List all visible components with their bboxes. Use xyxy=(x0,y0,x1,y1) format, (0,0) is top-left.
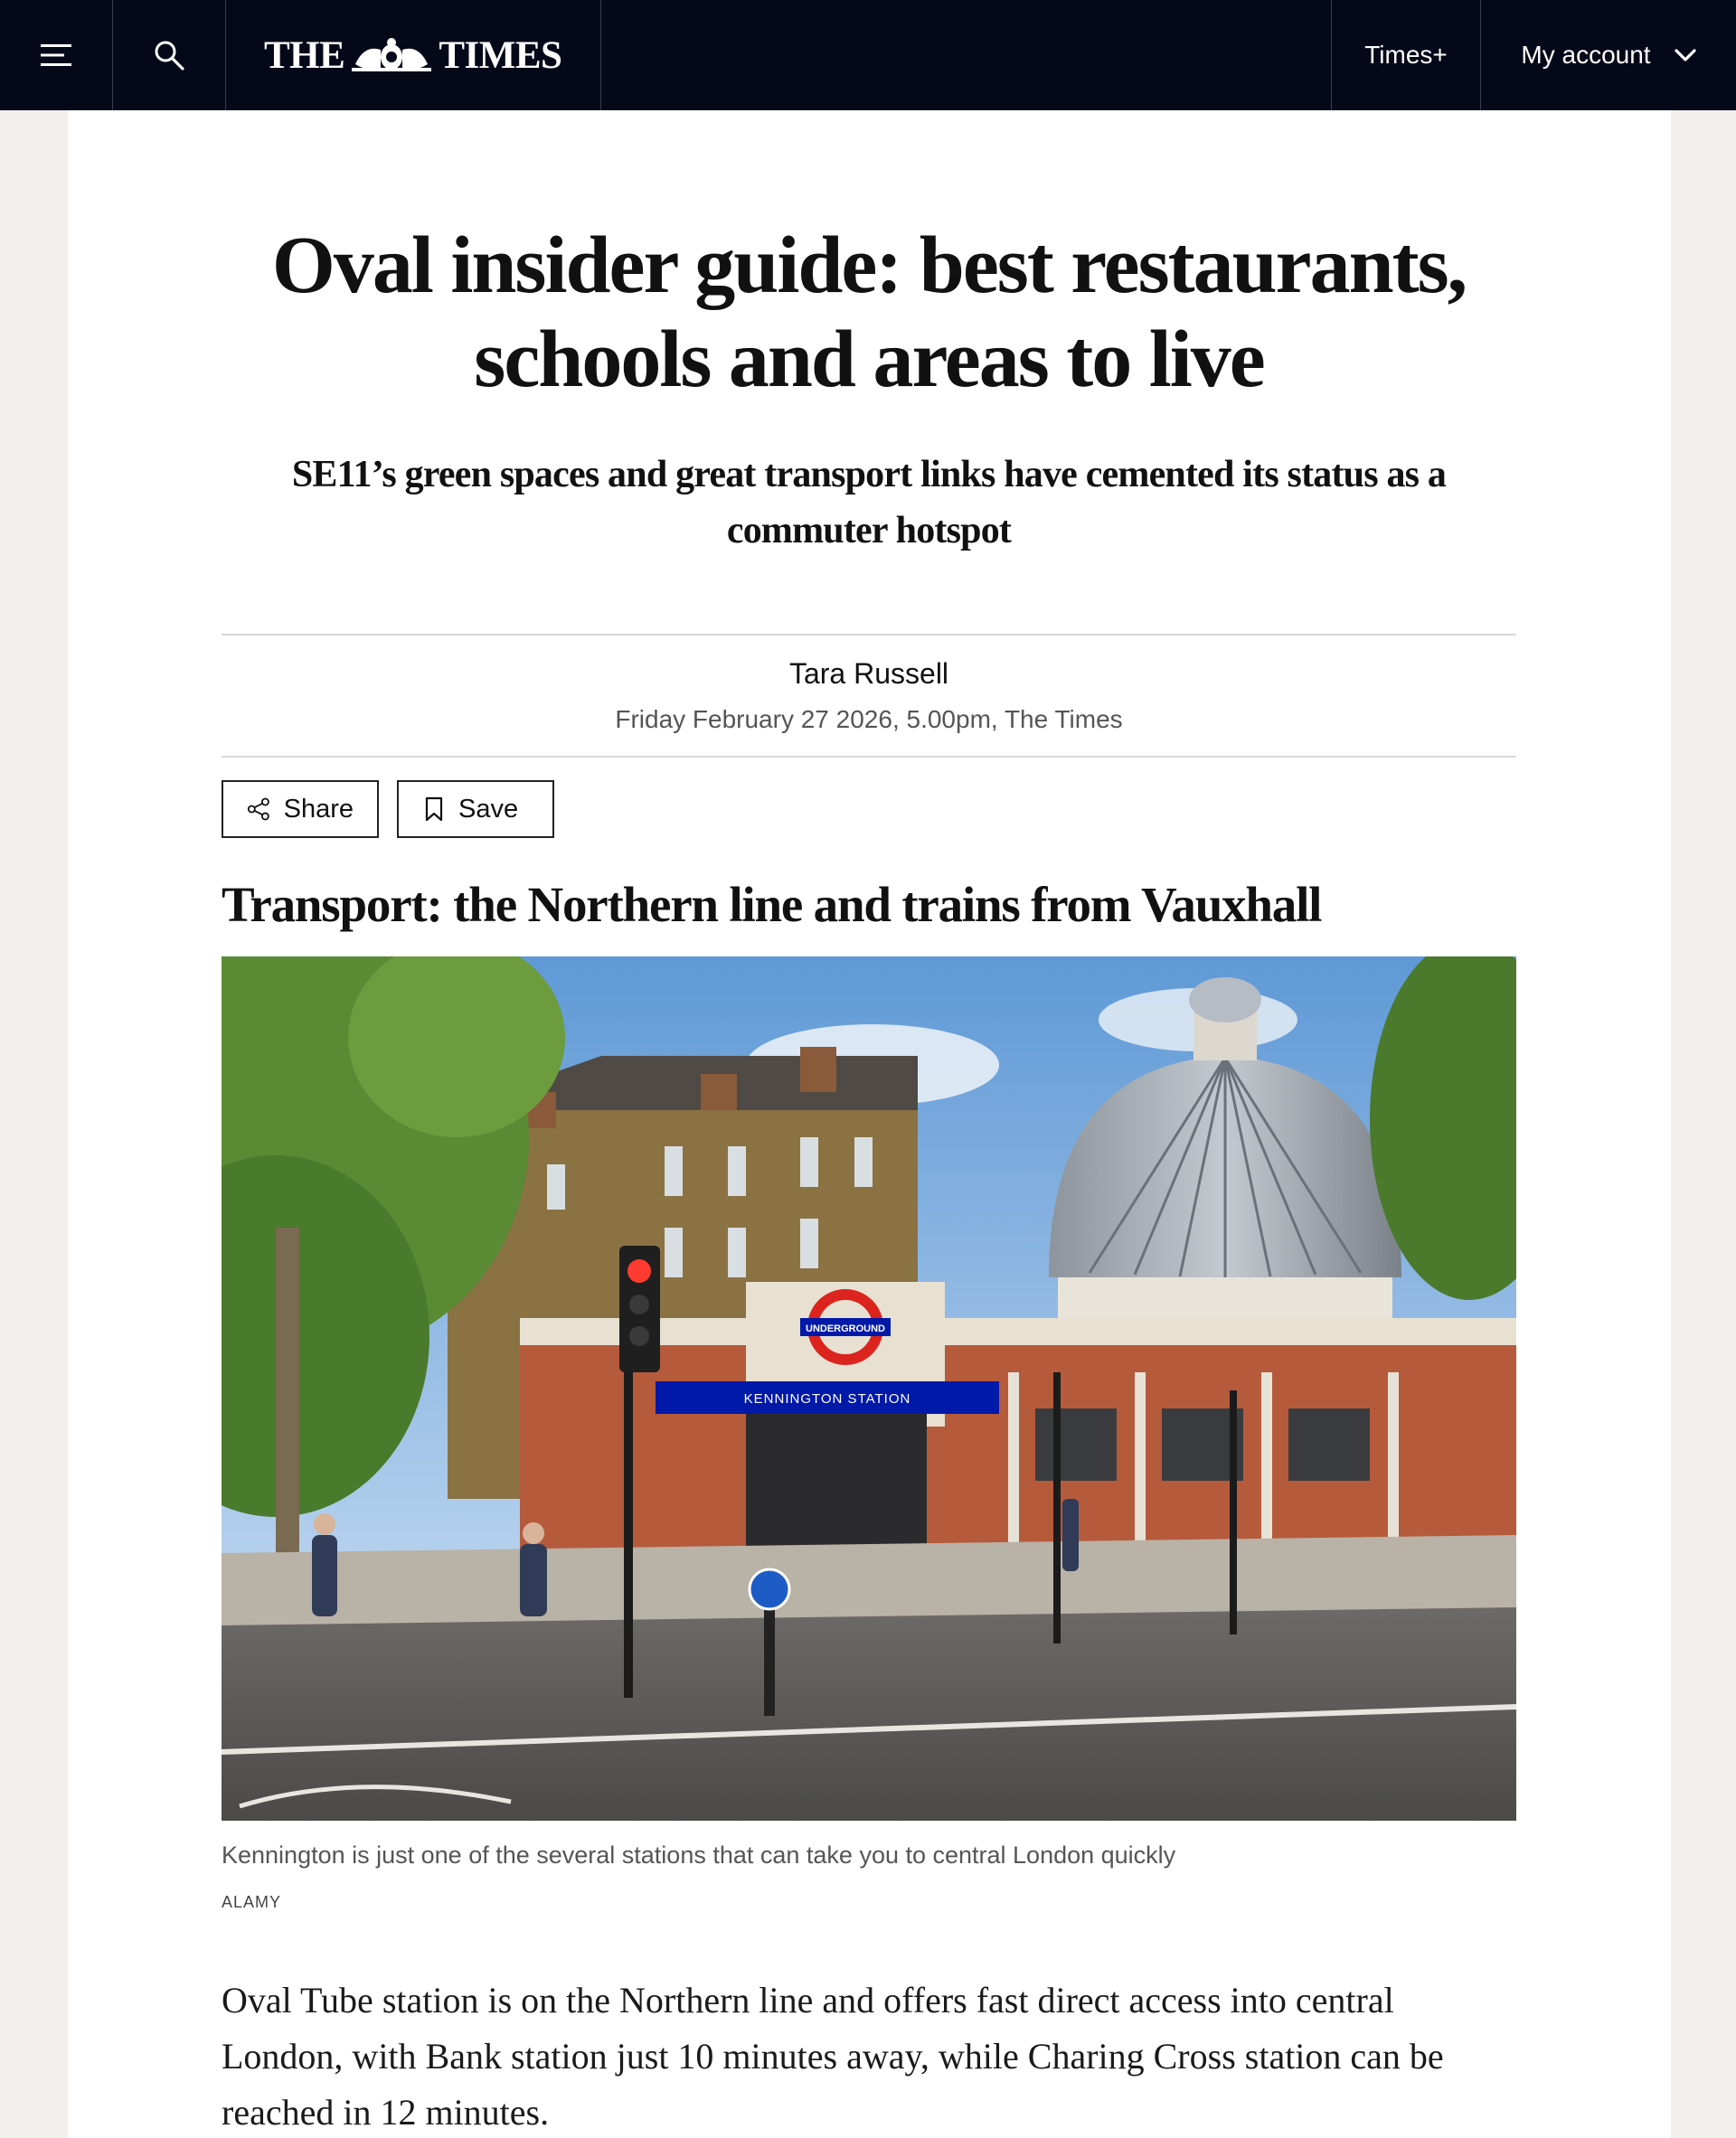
chevron-down-icon xyxy=(1675,48,1696,62)
article-standfirst: SE11’s green spaces and great transport links have cemented its status as a commuter hotspot xyxy=(291,454,1447,551)
photo-illustration xyxy=(222,956,1516,1821)
photo-caption: Kennington is just one of the several stations that can take you to central London quickly xyxy=(222,1841,1176,1869)
save-button[interactable] xyxy=(397,780,554,838)
times-plus-label: Times+ xyxy=(1364,41,1448,69)
publish-dateline: Friday February 27 2026, 5.00pm, The Times xyxy=(615,705,1123,733)
share-label: Share xyxy=(283,794,354,824)
share-icon xyxy=(247,796,271,823)
top-nav xyxy=(0,0,1736,110)
article-actions xyxy=(222,780,1516,838)
article-column xyxy=(68,110,1671,2138)
station-sign-text: KENNINGTON STATION xyxy=(743,1391,911,1407)
roundel-text: UNDERGROUND xyxy=(806,1323,885,1334)
article-headline: Oval insider guide: best restaurants, schools and areas to live xyxy=(271,221,1467,404)
article-body-paragraph: Oval Tube station is on the Northern line and offers fast direct access into central London, with Bank station just 10 minutes away, while Charing Cross station can be reached in 12 minutes. xyxy=(222,1980,1444,2133)
author-name[interactable]: Tara Russell xyxy=(788,657,949,690)
hamburger-menu-icon xyxy=(41,43,71,67)
save-label: Save xyxy=(458,794,519,824)
my-account-button[interactable] xyxy=(1481,0,1736,110)
kennington-station-photo xyxy=(222,956,1516,1821)
search-icon xyxy=(154,40,184,71)
section-subheading: Transport: the Northern line and trains from Vauxhall xyxy=(222,877,1322,932)
byline xyxy=(222,634,1516,758)
menu-button[interactable] xyxy=(0,0,113,110)
royal-crest-icon xyxy=(348,37,435,73)
search-button[interactable] xyxy=(113,0,226,110)
my-account-label: My account xyxy=(1521,41,1651,69)
times-logo: THE TIMES xyxy=(264,33,562,77)
times-plus-link[interactable] xyxy=(1332,0,1481,110)
share-button[interactable] xyxy=(222,780,379,838)
times-logo-link[interactable] xyxy=(226,0,601,110)
nav-spacer xyxy=(601,0,1332,110)
bookmark-icon xyxy=(422,796,446,823)
photo-credit: ALAMY xyxy=(222,1893,282,1911)
